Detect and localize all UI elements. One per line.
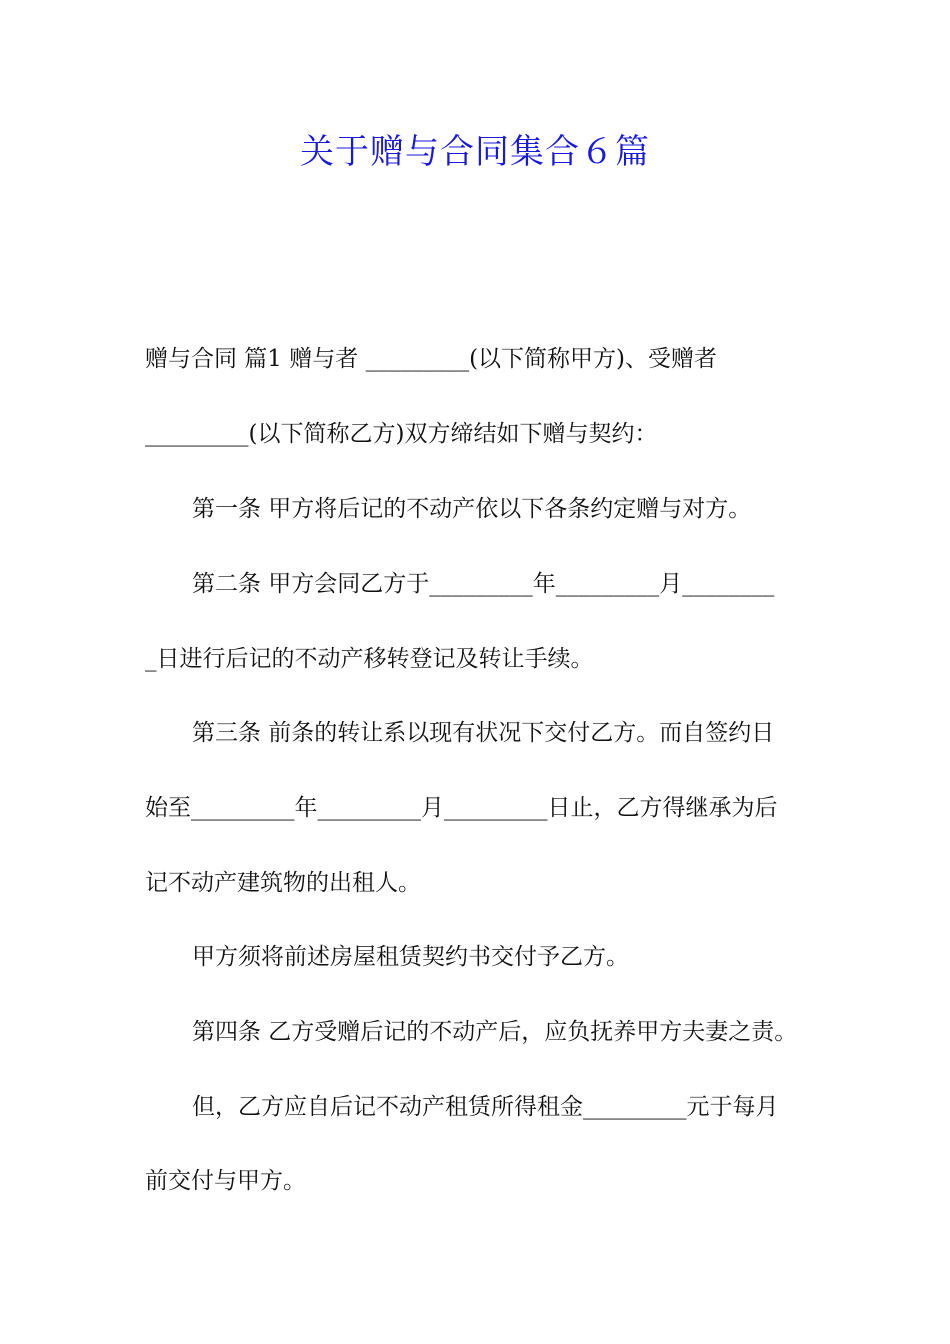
paragraph-line: 第三条 前条的转让系以现有状况下交付乙方。而自签约日: [192, 720, 775, 746]
paragraph-line: 第一条 甲方将后记的不动产依以下各条约定赠与对方。: [192, 496, 752, 522]
paragraph-line: 记不动产建筑物的出租人。: [145, 870, 421, 896]
document-title: 关于赠与合同集合６篇: [300, 132, 650, 172]
paragraph-line: 第四条 乙方受赠后记的不动产后，应负抚养甲方夫妻之责。: [192, 1019, 798, 1045]
paragraph-line: 但，乙方应自后记不动产租赁所得租金_________元于每月: [192, 1094, 779, 1120]
paragraph-line: 始至_________年_________月_________日止，乙方得继承为后: [145, 795, 778, 821]
paragraph-line: _日进行后记的不动产移转登记及转让手续。: [145, 646, 594, 672]
paragraph-line: 甲方须将前述房屋租赁契约书交付予乙方。: [192, 944, 629, 970]
paragraph-line: _________(以下简称乙方)双方缔结如下赠与契约：: [145, 421, 658, 447]
paragraph-line: 第二条 甲方会同乙方于_________年_________月________: [192, 571, 775, 597]
paragraph-line: 前交付与甲方。: [145, 1168, 306, 1194]
paragraph-line: 赠与合同 篇1 赠与者 _________(以下简称甲方)、受赠者: [145, 346, 718, 372]
